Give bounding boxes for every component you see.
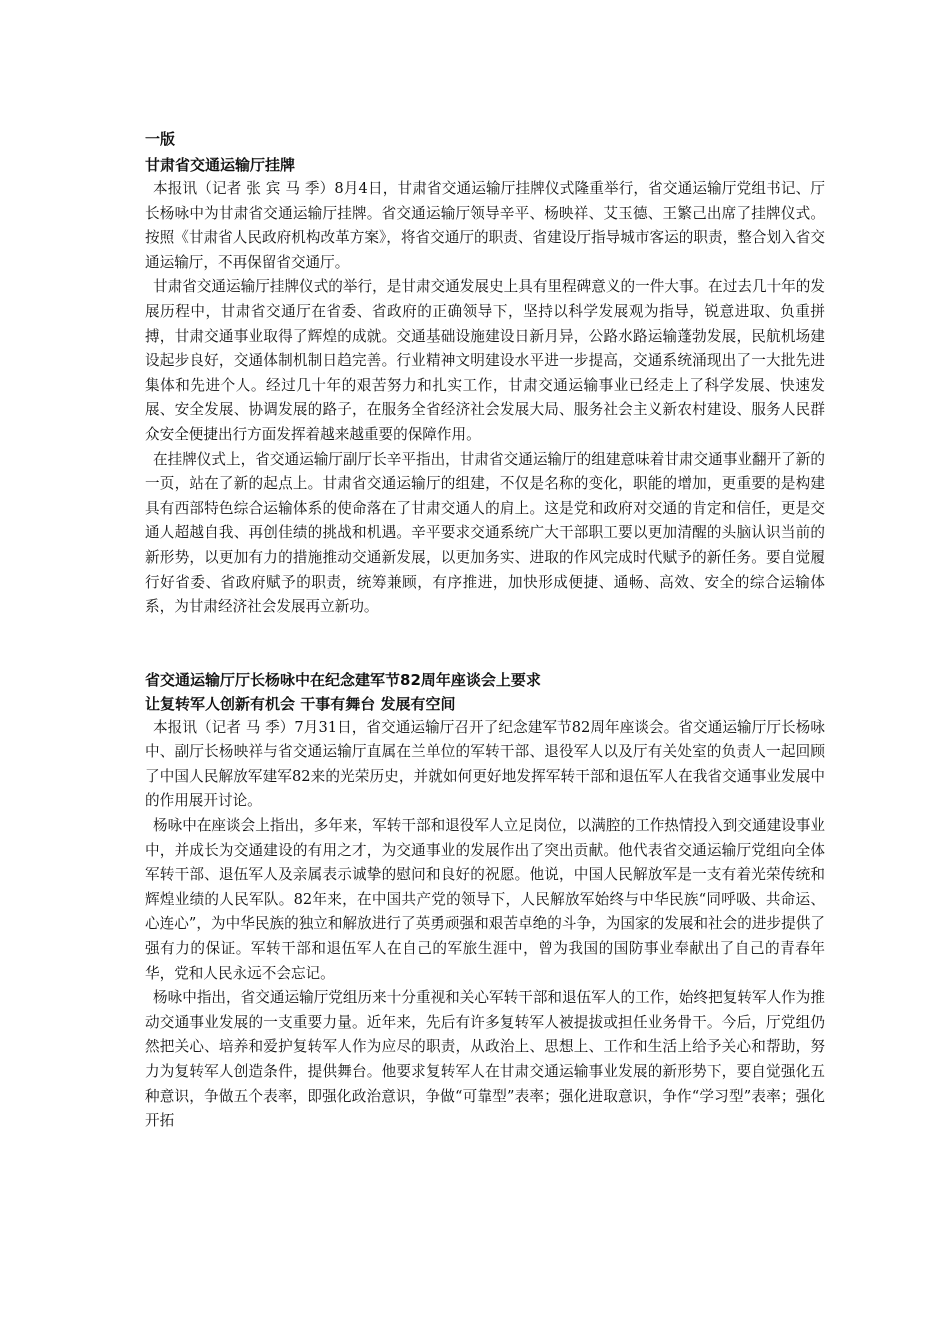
article-1-paragraph-2: 甘肃省交通运输厅挂牌仪式的举行，是甘肃交通发展史上具有里程碑意义的一件大事。在过去几十年的发展历程中，甘肃省交通厅在省委、省政府的正确领导下，坚持以科学发展观为指导，锐意进取、负重拼搏，甘肃交通事业取得了辉煌的成就。交通基础设施建设日新月异，公路水路运输蓬勃发展，民航机场建设起步良好，交通体制机制日趋完善。行业精神文明建设水平进一步提高，交通系统涌现出了一大批先进集体和先进个人。经过几十年的艰苦努力和扎实工作，甘肃交通运输事业已经走上了科学发展、快速发展、安全发展、协调发展的路子，在服务全省经济社会发展大局、服务社会主义新农村建设、服务人民群众安全便捷出行方面发挥着越来越重要的保障作用。 <box>145 278 825 443</box>
article-2-paragraph-2: 杨咏中在座谈会上指出，多年来，军转干部和退役军人立足岗位，以满腔的工作热情投入到交通建设事业中，并成长为交通建设的有用之才，为交通事业的发展作出了突出贡献。他代表省交通运输厅党组向全体军转干部、退伍军人及亲属表示诚挚的慰问和良好的祝愿。他说，中国人民解放军是一支有着光荣传统和辉煌业绩的人民军队。82年来，在中国共产党的领导下，人民解放军始终与中华民族“同呼吸、共命运、心连心”，为中华民族的独立和解放进行了英勇顽强和艰苦卓绝的斗争，为国家的发展和社会的进步提供了强有力的保证。军转干部和退伍军人在自己的军旅生涯中，曾为我国的国防事业奉献出了自己的青春年华，党和人民永远不会忘记。 <box>145 817 825 982</box>
article-2-title: 省交通运输厅厅长杨咏中在纪念建军节82周年座谈会上要求 <box>145 670 541 689</box>
article-1-paragraph-1: 本报讯（记者 张 宾 马 季）8月4日，甘肃省交通运输厅挂牌仪式隆重举行，省交通运输厅党组书记、厅长杨咏中为甘肃省交通运输厅挂牌。省交通运输厅领导辛平、杨映祥、艾玉德、王繁己出席了挂牌仪式。按照《甘肃省人民政府机构改革方案》，将省交通厅的职责、省建设厅指导城市客运的职责，整合划入省交通运输厅，不再保留省交通厅。 <box>145 180 825 271</box>
document-page <box>145 128 825 1134</box>
article-1-title: 甘肃省交通运输厅挂牌 <box>145 156 296 174</box>
article-2-subtitle: 让复转军人创新有机会 干事有舞台 发展有空间 <box>145 694 456 713</box>
article-2-paragraph-1: 本报讯（记者 马 季）7月31日，省交通运输厅召开了纪念建军节82周年座谈会。省交通运输厅厅长杨咏中、副厅长杨映祥与省交通运输厅直属在兰单位的军转干部、退役军人以及厅有关处室的负责人一起回顾了中国人民解放军建军82来的光荣历史，并就如何更好地发挥军转干部和退伍军人在我省交通事业发展中的作用展开讨论。 <box>145 718 825 810</box>
article-1 <box>145 153 825 620</box>
article-spacer <box>145 620 825 668</box>
edition-label: 一版 <box>145 130 176 148</box>
article-2 <box>145 668 825 1134</box>
article-2-paragraph-3: 杨咏中指出，省交通运输厅党组历来十分重视和关心军转干部和退伍军人的工作，始终把复转军人作为推动交通事业发展的一支重要力量。近年来，先后有许多复转军人被提拔或担任业务骨干。今后，厅党组仍然把关心、培养和爱护复转军人作为应尽的职责，从政治上、思想上、工作和生活上给予关心和帮助，努力为复转军人创造条件，提供舞台。他要求复转军人在甘肃交通运输事业发展的新形势下，要自觉强化五种意识，争做五个表率，即强化政治意识，争做“可靠型”表率；强化进取意识，争作“学习型”表率；强化开拓 <box>145 989 825 1130</box>
article-1-paragraph-3: 在挂牌仪式上，省交通运输厅副厅长辛平指出，甘肃省交通运输厅的组建意味着甘肃交通事业翻开了新的一页，站在了新的起点上。甘肃省交通运输厅的组建，不仅是名称的变化，职能的增加，更重要的是构建具有西部特色综合运输体系的使命落在了甘肃交通人的肩上。这是党和政府对交通的肯定和信任，更是交通人超越自我、再创佳绩的挑战和机遇。辛平要求交通系统广大干部职工要以更加清醒的头脑认识当前的新形势，以更加有力的措施推动交通新发展，以更加务实、进取的作风完成时代赋予的新任务。要自觉履行好省委、省政府赋予的职责，统筹兼顾，有序推进，加快形成便捷、通畅、高效、安全的综合运输体系，为甘肃经济社会发展再立新功。 <box>145 450 825 616</box>
